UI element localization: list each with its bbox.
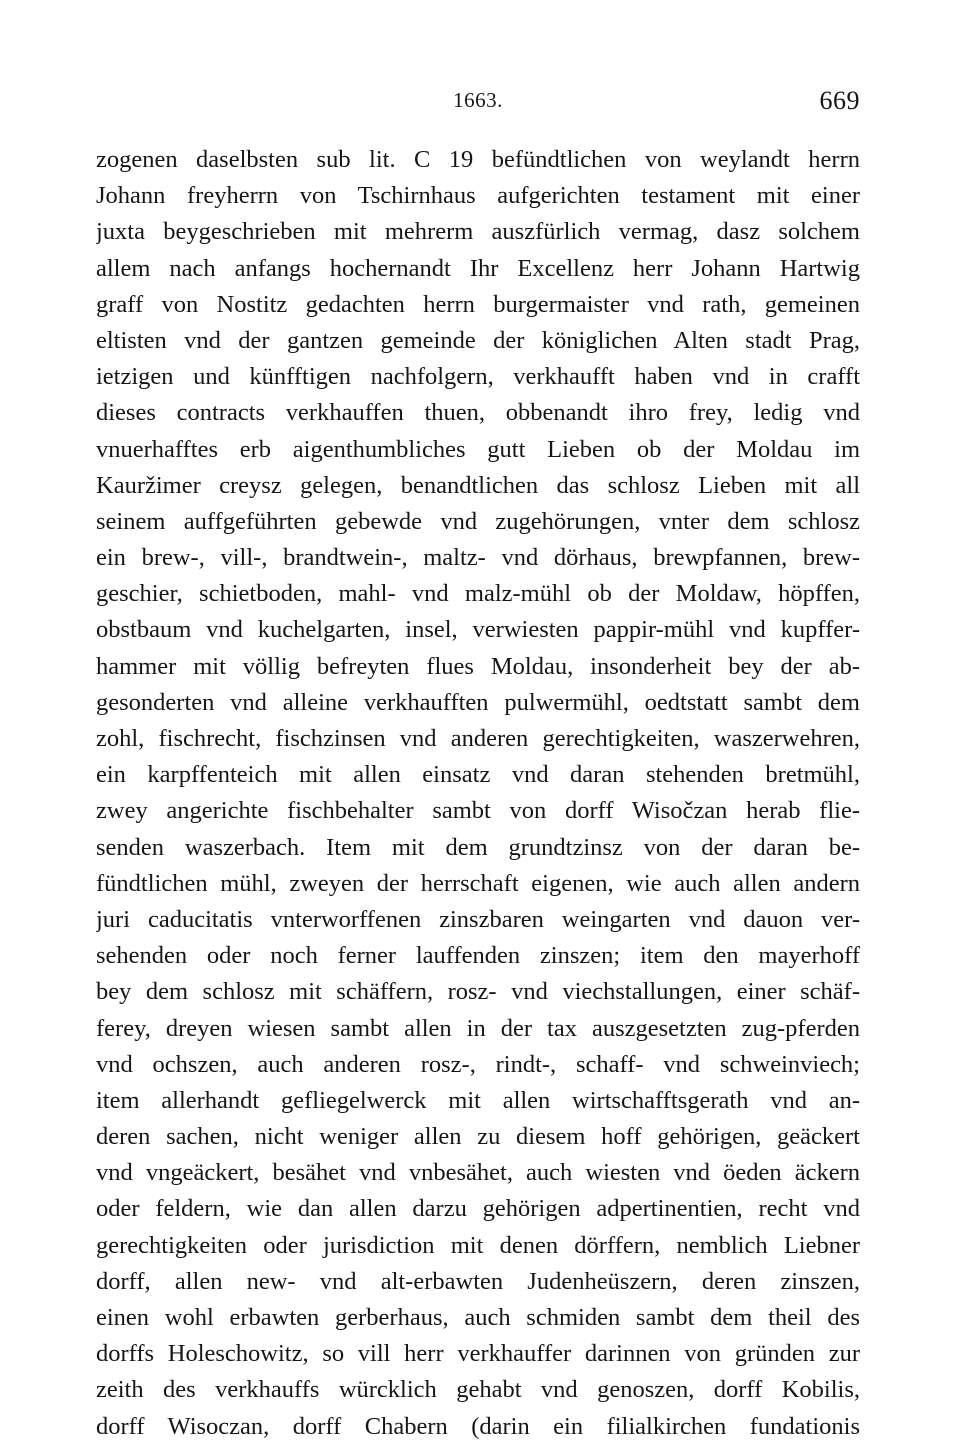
running-head-year: 1663. xyxy=(453,88,503,112)
text-line: gesonderten vnd alleine verkhaufften pulwermühl, oedtstatt sambt dem xyxy=(96,688,860,716)
text-line: oder feldern, wie dan allen darzu gehörigen adpertinentien, recht vnd xyxy=(96,1195,860,1223)
text-line: seinem auffgeführten gebewde vnd zugehörungen, vnter dem schlosz xyxy=(96,507,860,535)
text-line: juri caducitatis vnterworffenen zinszbaren weingarten vnd dauon ver- xyxy=(96,905,860,933)
text-line: zogenen daselbsten sub lit. C 19 befündtlichen von weylandt herrn xyxy=(96,146,860,173)
text-line: ferey, dreyen wiesen sambt allen in der tax auszgesetzten zug-pferden xyxy=(96,1014,860,1042)
text-line: ein brew-, vill-, brandtwein-, maltz- vnd dörhaus, brewpfannen, brew- xyxy=(96,544,860,572)
text-line: ietzigen und künfftigen nachfolgern, verkhaufft haben vnd in crafft xyxy=(96,363,860,391)
page-number: 669 xyxy=(819,86,860,115)
text-line: deren sachen, nicht weniger allen zu diesem hoff gehörigen, geäckert xyxy=(96,1123,860,1151)
text-line: geschier, schietboden, mahl- vnd malz-mühl ob der Moldaw, höpffen, xyxy=(96,580,860,608)
text-line: Kauržimer creysz gelegen, benandtlichen das schlosz Lieben mit all xyxy=(96,471,860,499)
text-line: gerechtigkeiten oder jurisdiction mit denen dörffern, nemblich Liebner xyxy=(96,1231,860,1259)
text-line: zeith des verkhauffs würcklich gehabt vnd genoszen, dorff Kobilis, xyxy=(96,1376,860,1404)
text-line: vnd vngeäckert, besähet vnd vnbesähet, auch wiesten vnd öeden äckern xyxy=(96,1159,860,1187)
body-text xyxy=(96,142,860,1445)
text-line: fündtlichen mühl, zweyen der herrschaft eigenen, wie auch allen andern xyxy=(96,869,860,897)
page-header xyxy=(96,88,860,118)
text-line: bey dem schlosz mit schäffern, rosz- vnd viechstallungen, einer schäf- xyxy=(96,978,860,1006)
text-line: sehenden oder noch ferner lauffenden zinszen; item den mayerhoff xyxy=(96,942,860,970)
text-line: zwey angerichte fischbehalter sambt von dorff Wisočzan herab flie- xyxy=(96,797,860,825)
text-line: item allerhandt gefliegelwerck mit allen wirtschafftsgerath vnd an- xyxy=(96,1086,860,1114)
text-line: vnuerhafftes erb aigenthumbliches gutt Lieben ob der Moldau im xyxy=(96,435,860,463)
text-line: hammer mit völlig befreyten flues Moldau, insonderheit bey der ab- xyxy=(96,652,860,680)
text-line: senden waszerbach. Item mit dem grundtzinsz von der daran be- xyxy=(96,833,860,861)
text-line: obstbaum vnd kuchelgarten, insel, verwiesten pappir-mühl vnd kupffer- xyxy=(96,616,860,644)
text-line: Johann freyherrn von Tschirnhaus aufgerichten testament mit einer xyxy=(96,182,860,210)
text-line: zohl, fischrecht, fischzinsen vnd anderen gerechtigkeiten, waszerwehren, xyxy=(96,725,860,752)
text-line: dorff, allen new- vnd alt-erbawten Judenheüszern, deren zinszen, xyxy=(96,1267,860,1295)
text-line: graff von Nostitz gedachten herrn burgermaister vnd rath, gemeinen xyxy=(96,290,860,318)
text-line: dorff Wisoczan, dorff Chabern (darin ein filialkirchen fundationis xyxy=(96,1412,860,1440)
text-line: dieses contracts verkhauffen thuen, obbenandt ihro frey, ledig vnd xyxy=(96,399,860,427)
text-line: einen wohl erbawten gerberhaus, auch schmiden sambt dem theil des xyxy=(96,1304,860,1331)
text-line: vnd ochszen, auch anderen rosz-, rindt-, schaff- vnd schweinviech; xyxy=(96,1050,860,1078)
text-line: eltisten vnd der gantzen gemeinde der königlichen Alten stadt Prag, xyxy=(96,326,860,354)
text-line: allem nach anfangs hochernandt Ihr Excellenz herr Johann Hartwig xyxy=(96,254,860,282)
text-line: juxta beygeschrieben mit mehrerm auszfürlich vermag, dasz solchem xyxy=(96,218,860,246)
text-line: dorffs Holeschowitz, so vill herr verkhauffer darinnen von gründen zur xyxy=(96,1340,860,1368)
text-line: ein karpffenteich mit allen einsatz vnd daran stehenden bretmühl, xyxy=(96,761,860,789)
